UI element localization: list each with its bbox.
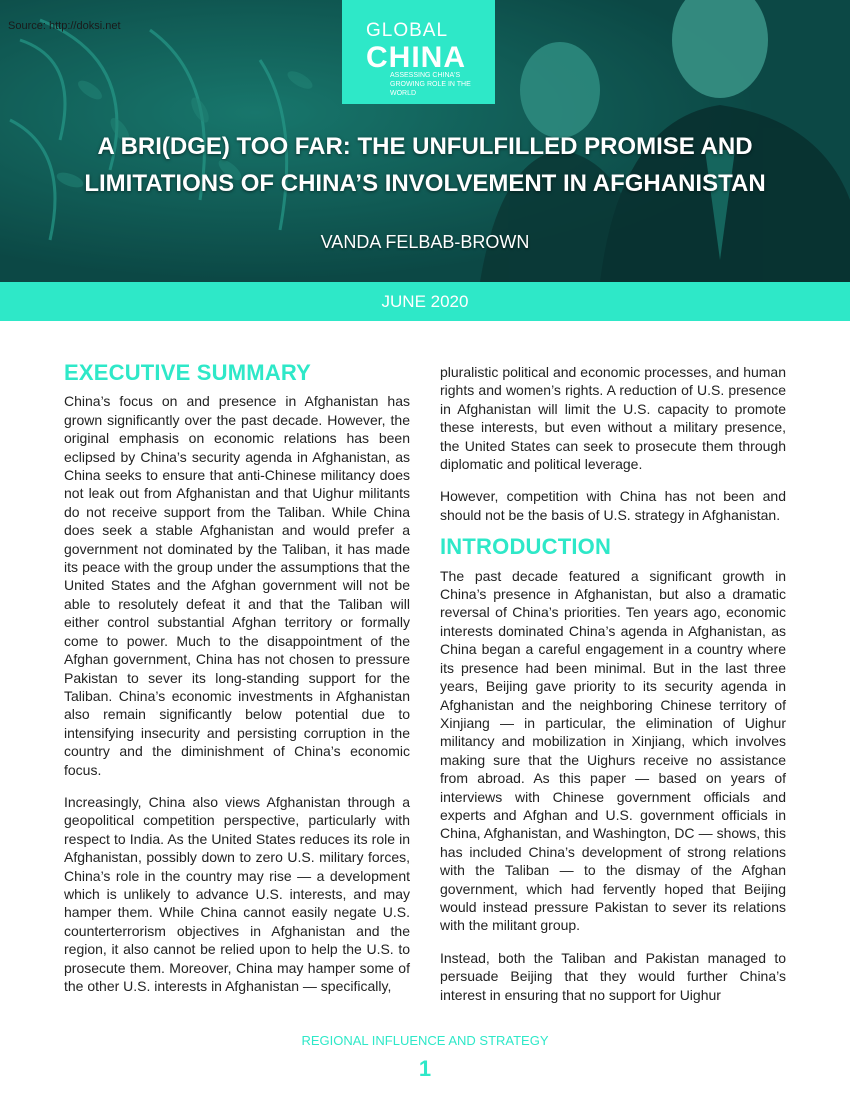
executive-summary-heading: EXECUTIVE SUMMARY (64, 360, 312, 385)
report-title: A BRI(DGE) TOO FAR: THE UNFULFILLED PROMISE AND LIMITATIONS OF CHINA’S INVOLVEMENT IN AFGHANISTAN (84, 133, 766, 197)
page-number: 1 (418, 1056, 432, 1081)
right-column (440, 363, 786, 1018)
global-china-logo (342, 0, 495, 104)
paragraph: Increasingly, China also views Afghanistan through a geopolitical competition perspective, particularly with respect to India. As the United States reduces its role in Afghanistan, possibly down to zero U.S. military forces, China’s role in the country may rise — a development which is unlikely to advance U.S. interests, and may hamper them. While China cannot easily negate U.S. counterterrorism objectives in Afghanistan and the region, it also cannot be relied upon to help the U.S. to prosecute them. Moreover, China may hamper some of the other U.S. interests in Afghanistan — specifically, (64, 793, 410, 994)
publication-date: JUNE 2020 (381, 292, 469, 311)
date-banner (0, 282, 850, 321)
paragraph: However, competition with China has not been and should not be the basis of U.S. strategy in Afghanistan. (440, 488, 786, 523)
paragraph: Instead, both the Taliban and Pakistan managed to persuade Beijing that they would further China’s interest in ensuring that no support for Uighur (440, 949, 786, 1003)
footer-series-label: REGIONAL INFLUENCE AND STRATEGY (301, 1033, 549, 1048)
report-author: VANDA FELBAB-BROWN (320, 232, 530, 252)
paragraph: China’s focus on and presence in Afghanistan has grown significantly over the past decade. However, the original emphasis on economic relations has been eclipsed by China’s security agenda in Afghanistan, as China seeks to ensure that anti-Chinese militancy does not leak out from Afghanistan and that Uighur militants do not receive support from the Taliban. While China does seek a stable Afghanistan and would prefer a government not dominated by the Taliban, it has made its peace with the group under the assumptions that the United States and the Afghan government will not be able to resolutely defeat it and that the Taliban will either control substantial Afghan territory or formally come to power. Much to the disappointment of the Afghan government, China has not chosen to pressure Pakistan to sever its long-standing support for the Taliban. China’s economic investments in Afghanistan also remain significantly below potential due to intensifying insecurity and persisting corruption in the country and the diminishment of China’s economic focus. (64, 393, 410, 778)
left-column (64, 362, 410, 1009)
hero-banner (0, 0, 850, 282)
paragraph: The past decade featured a significant growth in China’s presence in Afghanistan, but also a dramatic reversal of China’s priorities. Ten years ago, economic interests dominated China’s agenda in Afghanistan, as China began a careful engagement in a country where its presence had been minimal. But in the last three years, Beijing gave priority to its security agenda in Afghanistan and the neighboring Chinese territory of Xinjiang — in particular, the elimination of Uighur militancy and mobilization in Xinjiang, which involves making sure that the Uighurs receive no assistance from abroad. As this paper — based on years of interviews with Chinese government officials and experts and Afghan and U.S. government officials in China, Afghanistan, and Washington, DC — shows, this has included China’s development of strong relations with the Taliban — to the dismay of the Afghan government, which had fervently hoped that Beijing would instead pressure Pakistan to sever its relations with the militant group. (440, 567, 786, 934)
source-watermark: Source: http://doksi.net (8, 20, 121, 32)
paragraph: pluralistic political and economic processes, and human rights and women’s rights. A reduction of U.S. presence in Afghanistan will limit the U.S. capacity to promote these interests, but even without a military presence, the United States can seek to prosecute them through diplomatic and political leverage. (440, 364, 786, 473)
brand-top-text: GLOBAL (366, 20, 449, 41)
brand-tagline: ASSESSING CHINA'S GROWING ROLE IN THE WORLD (390, 72, 471, 97)
brand-main-text: CHINA (366, 41, 466, 74)
introduction-heading: INTRODUCTION (440, 534, 612, 560)
